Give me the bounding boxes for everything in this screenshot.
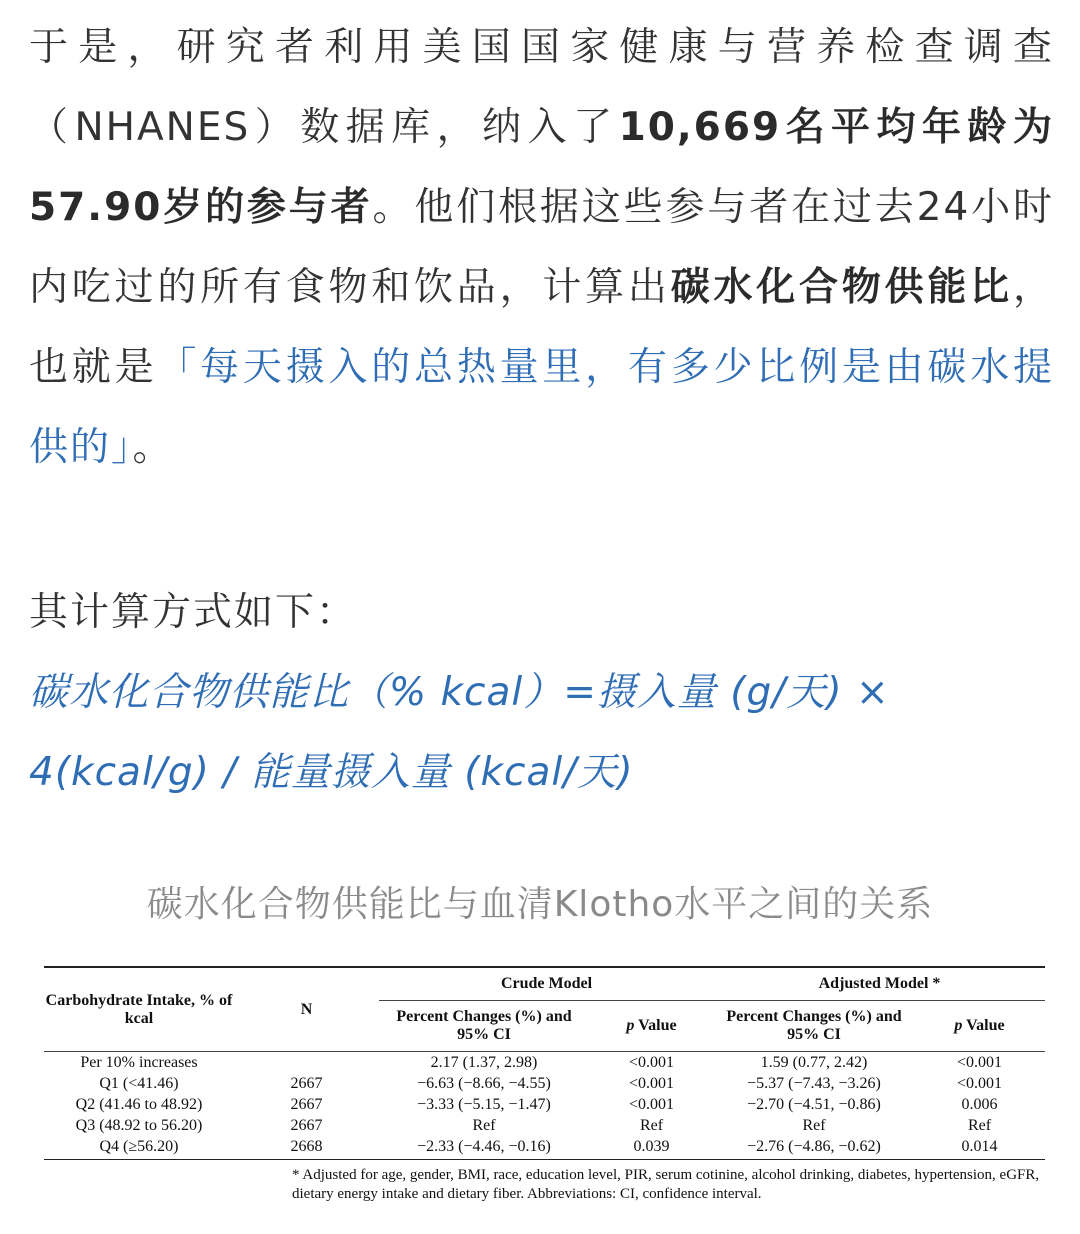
row-adjusted-pct: −5.37 (−7.43, −3.26): [747, 1075, 881, 1092]
row-crude-p: Ref: [639, 1117, 664, 1134]
intro-paragraph: [29, 8, 1054, 488]
row-n: 2668: [234, 1136, 379, 1160]
row-category: Q1 (<41.46): [99, 1075, 179, 1092]
table-row: [44, 1094, 1045, 1115]
para-text-3: ，也就是: [29, 265, 1054, 390]
row-crude-p: <0.001: [628, 1096, 675, 1113]
header-carb-intake: Carbohydrate Intake, % of kcal: [44, 967, 234, 1052]
row-crude-pct: −2.33 (−4.46, −0.16): [379, 1136, 589, 1160]
table-row: [44, 1052, 1045, 1074]
figure-caption: 碳水化合物供能比与血清Klotho水平之间的关系: [146, 884, 934, 925]
row-n: 2667: [290, 1117, 323, 1134]
row-category: Q3 (48.92 to 56.20): [75, 1117, 203, 1134]
row-n: 2667: [290, 1096, 323, 1113]
row-n: 2667: [290, 1075, 323, 1092]
row-crude-pct: −3.33 (−5.15, −1.47): [417, 1096, 551, 1113]
definition-quote: 「每天摄入的总热量里，有多少比例是由碳水提供的」: [29, 345, 1054, 470]
table-row: [44, 1115, 1045, 1136]
row-n: [234, 1052, 379, 1074]
row-category: Per 10% increases: [80, 1054, 198, 1071]
row-crude-p: <0.001: [628, 1054, 675, 1071]
carb-ratio-highlight: 碳水化合物供能比: [670, 265, 1013, 310]
row-category: Q2 (41.46 to 48.92): [75, 1096, 203, 1113]
row-adjusted-p: Ref: [967, 1117, 992, 1134]
header-crude-model: Crude Model: [379, 967, 714, 1001]
row-adjusted-pct: 1.59 (0.77, 2.42): [760, 1054, 868, 1071]
row-adjusted-p: <0.001: [956, 1054, 1003, 1071]
row-adjusted-p: <0.001: [956, 1075, 1003, 1092]
row-crude-p: <0.001: [628, 1075, 675, 1092]
header-n: N: [234, 967, 379, 1052]
row-crude-pct: Ref: [472, 1117, 496, 1134]
row-adjusted-pct: −2.70 (−4.51, −0.86): [747, 1096, 881, 1113]
para-text-4: 。: [132, 425, 174, 470]
row-crude-pct: 2.17 (1.37, 2.98): [430, 1054, 538, 1071]
formula-intro: 其计算方式如下：: [29, 590, 358, 635]
row-adjusted-p: 0.014: [914, 1136, 1045, 1160]
header-crude-p-value: p Value: [589, 1001, 714, 1052]
table-row: [44, 1073, 1045, 1094]
results-table-figure: [44, 966, 1045, 1204]
row-category: Q4 (≥56.20): [44, 1136, 234, 1160]
header-crude-pct-change: Percent Changes (%) and 95% CI: [379, 1001, 589, 1052]
row-crude-pct: −6.63 (−8.66, −4.55): [417, 1075, 551, 1092]
article-body: [29, 8, 1054, 795]
participants-highlight: 10,669名平均年龄为57.90岁的参与者: [29, 105, 1054, 230]
header-adjusted-pct-change: Percent Changes (%) and 95% CI: [714, 1001, 914, 1052]
header-adjusted-model: Adjusted Model *: [714, 967, 1045, 1001]
results-table: [44, 966, 1045, 1160]
header-adjusted-p-value: p Value: [914, 1001, 1045, 1052]
table-footnote: * Adjusted for age, gender, BMI, race, education level, PIR, serum cotinine, alcohol drinking, diabetes, hypertension, eGFR, dietary energy intake and dietary fiber. Abbreviations: CI, confidence interval.: [292, 1167, 1040, 1202]
para-text-1: 于是，研究者利用美国国家健康与营养检查调查（NHANES）数据库，纳入了: [29, 25, 1054, 150]
row-crude-p: 0.039: [589, 1136, 714, 1160]
para-text-2: 。他们根据这些参与者在过去24小时内吃过的所有食物和饮品，计算出: [29, 185, 1054, 310]
row-adjusted-p: 0.006: [961, 1096, 998, 1113]
table-row: [44, 1136, 1045, 1160]
formula-text: 碳水化合物供能比（% kcal）=摄入量 (g/天) × 4(kcal/g) / 能量摄入量 (kcal/天): [29, 670, 890, 795]
row-adjusted-pct: −2.76 (−4.86, −0.62): [714, 1136, 914, 1160]
row-adjusted-pct: Ref: [802, 1117, 826, 1134]
